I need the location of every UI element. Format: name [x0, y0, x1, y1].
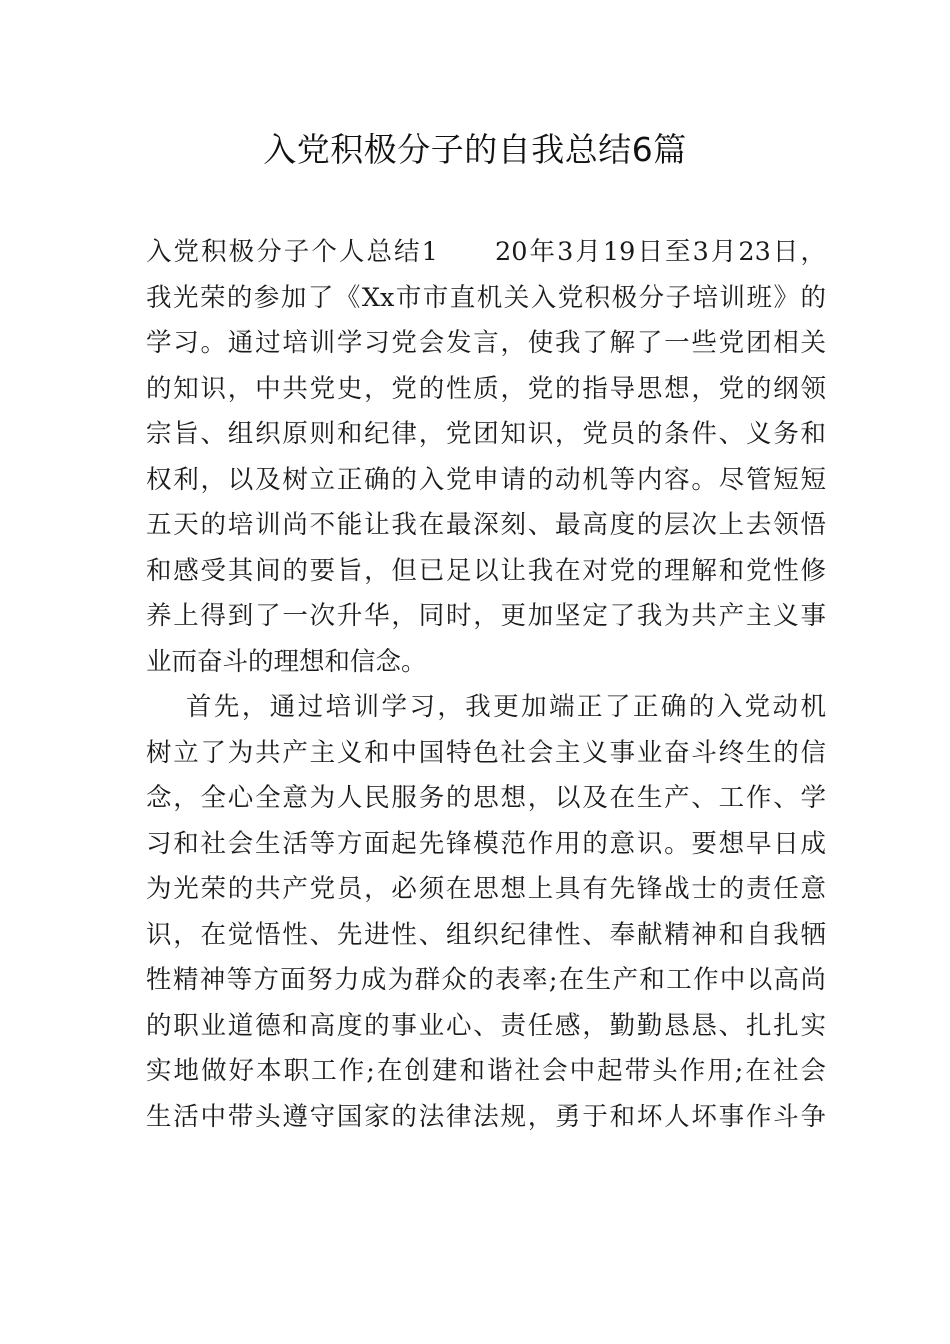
- body-line: 的知识，中共党史，党的性质，党的指导思想，党的纲领: [146, 373, 826, 404]
- body-line: 业而奋斗的理想和信念。: [146, 646, 427, 677]
- body-line: 习和社会生活等方面起先锋模范作用的意识。要想早日成: [146, 828, 826, 859]
- body-line: 宗旨、组织原则和纪律，党团知识，党员的条件、义务和: [146, 419, 826, 449]
- body-line: 首先，通过培训学习，我更加端正了正确的入党动机: [186, 692, 826, 722]
- body-line: 识，在觉悟性、先进性、组织纪律性、奉献精神和自我牺: [146, 919, 826, 950]
- document-title: 入党积极分子的自我总结6篇: [263, 130, 687, 169]
- body-line: 权利，以及树立正确的入党申请的动机等内容。尽管短短: [146, 464, 826, 495]
- body-line: 为光荣的共产党员，必须在思想上具有先锋战士的责任意: [146, 874, 826, 904]
- body-line: 牲精神等方面努力成为群众的表率;在生产和工作中以高尚: [146, 965, 826, 995]
- body-line: 实地做好本职工作;在创建和谐社会中起带头作用;在社会: [146, 1056, 826, 1086]
- body-line: 学习。通过培训学习党会发言，使我了解了一些党团相关: [146, 328, 826, 358]
- body-line: 念，全心全意为人民服务的思想，以及在生产、工作、学: [146, 783, 826, 813]
- body-line: 生活中带头遵守国家的法律法规，勇于和坏人坏事作斗争: [146, 1101, 826, 1132]
- body-line: 的职业道德和高度的事业心、责任感，勤勤恳恳、扎扎实: [146, 1010, 826, 1041]
- body-line: 和感受其间的要旨，但已足以让我在对党的理解和党性修: [146, 555, 826, 586]
- body-line: 树立了为共产主义和中国特色社会主义事业奋斗终生的信: [146, 737, 826, 768]
- body-line: 五天的培训尚不能让我在最深刻、最高度的层次上去领悟: [146, 510, 826, 540]
- body-line: 养上得到了一次升华，同时，更加坚定了我为共产主义事: [146, 601, 826, 631]
- body-line: 入党积极分子个人总结1 20年3月19日至3月23日，: [146, 237, 826, 267]
- body-line: 我光荣的参加了《Xx市市直机关入党积极分子培训班》的: [146, 282, 826, 313]
- document-body: [146, 230, 826, 1140]
